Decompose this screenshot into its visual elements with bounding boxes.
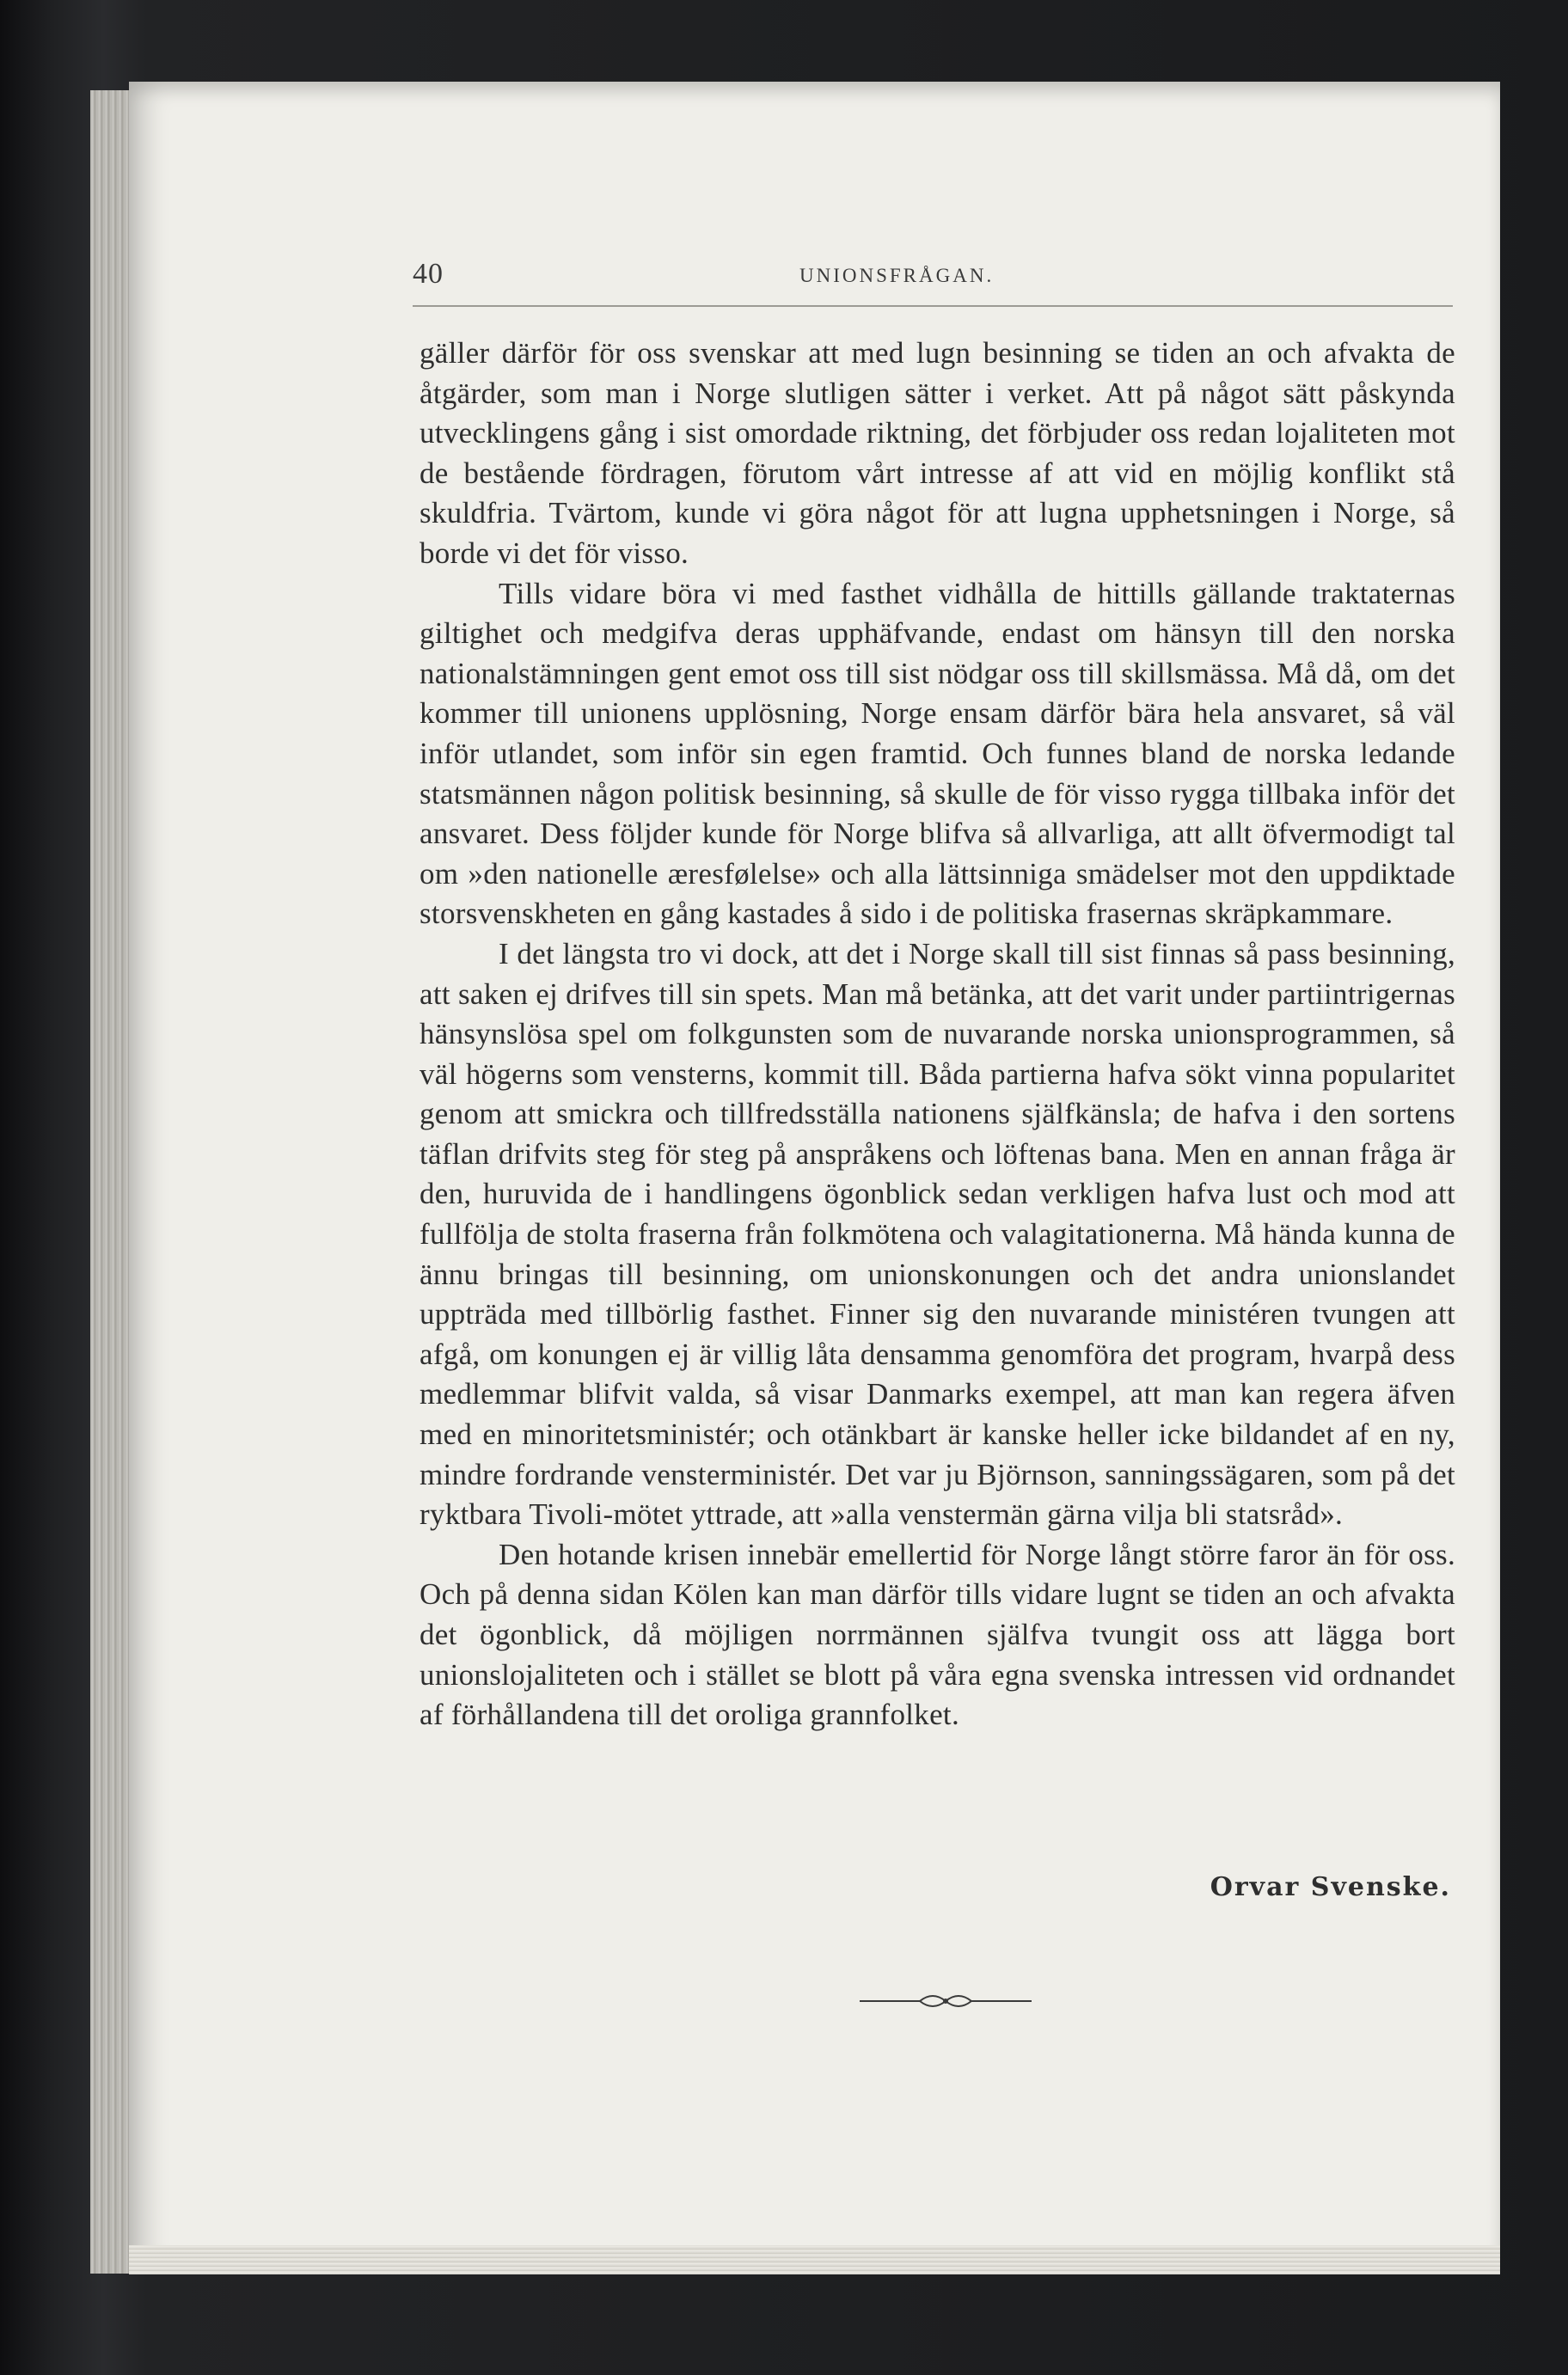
paragraph-3: I det längsta tro vi dock, att det i Norge skall till sist finnas så pass besinning, att saken ej drifves till sin spets. Man må betänka, att det varit under partiintrigernas hänsynslösa spel om folkgunsten som de nuvarande norska unionsprogrammen, så väl högerns som vensterns, kommit till. Båda partierna hafva sökt vinna popularitet genom att smickra och tillfredsställa nationens själfkänsla; de hafva i den sortens täflan drifvits steg för steg på anspråkens och löftenas bana. Men en annan fråga är den, huruvida de i handlingens ögonblick sedan verkligen hafva lust och mod att fullfölja de stolta fraserna från folkmötena och valagitationerna. Må hända kunna de ännu bringas till besinning, om unionskonungen och det andra unionslandet uppträda med tillbörlig fasthet. Finner sig den nuvarande ministéren tvungen att afgå, om konungen ej är villig låta densamma genomföra det program, hvarpå dess medlemmar blifvit valda, så visar Danmarks exempel, att man kan regera äfven med en minoritetsministér; och otänkbart är kanske heller icke bildandet af en ny, mindre fordrande vensterministér. Det var ju Björnson, sanningssägaren, som på det ryktbara Tivoli-mötet yttrade, att »alla venstermän gärna vilja bli statsråd». [420,936,1456,1532]
running-title: UNIONSFRÅGAN. [799,265,995,286]
paragraph-4: Den hotande krisen innebär emellertid för Norge långt större faror än för oss. Och på denna sidan Kölen kan man därför tills vidare lugnt se tiden an och afvakta det ögonblick, då möjligen norrmännen själfva tvungit oss att lägga bort unionslojaliteten och i stället se blott på våra egna svenska intressen vid ordnandet af förhållandena till det oroliga grannfolket. [420,1537,1455,1732]
page-number: 40 [413,258,444,290]
article-body [420,334,1455,1735]
page-bottom-edges [129,2245,1500,2274]
paragraph-2: Tills vidare böra vi med fasthet vidhålla de hittills gällande traktaternas giltighet och medgifva deras upphäfvande, endast om hänsyn till den norska nationalstämningen gent emot oss till sist nödgar oss till skillsmässa. Må då, om det kommer till unionens upplösning, Norge ensam därför bära hela ansvaret, så väl inför utlandet, som inför sin egen framtid. Och funnes bland de norska ledande statsmännen någon politisk besinning, så skulle de för visso rygga tillbaka inför det ansvaret. Dess följder kunde för Norge blifva så allvarliga, att allt öfvermodigt tal om »den nationelle æresfølelse» och alla lättsinniga smädelser mot den uppdiktade storsvenskheten en gång kastades å sido i de politiska frasernas skräpkammare. [420,576,1455,931]
running-head [413,258,1453,309]
paragraph-1: gäller därför för oss svenskar att med lugn besinning se tiden an och afvakta de åtgärder, som man i Norge slutligen sätter i verket. Att på något sätt påskynda utvecklingens gång i sist omordade riktning, det förbjuder oss redan lojaliteten mot de bestående fördragen, förutom vårt intresse af att vid en möjlig konflikt stå skuldfria. Tvärtom, kunde vi göra något för att lugna upphetsningen i Norge, så borde vi det för visso. [420,336,1455,570]
header-rule [413,305,1453,307]
end-ornament [860,1992,1032,2010]
author-signature: Orvar Svenske. [1210,1872,1451,1902]
